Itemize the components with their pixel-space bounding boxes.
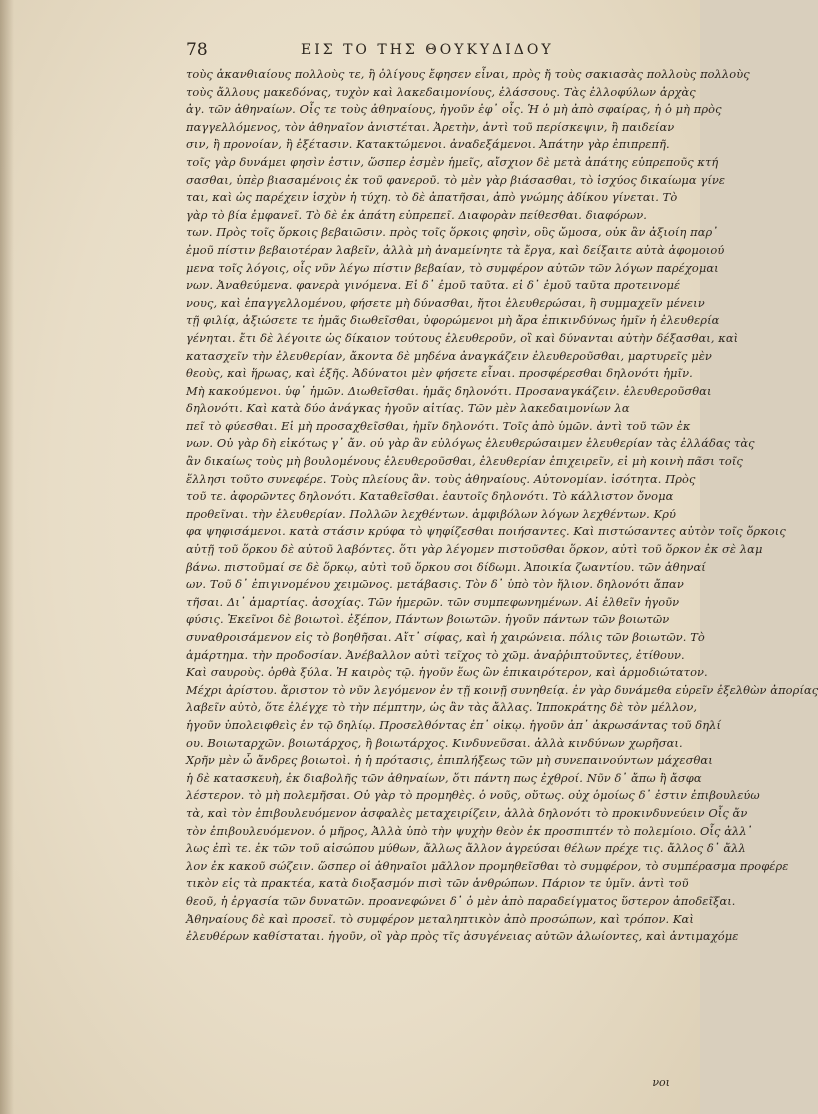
- text-line: τοὺς ἄλλους μακεδόνας, τυχὸν καὶ λακεδαιμονίους, ἐλάσσους. Τὰς ἐλλοφύλων ἀρχὰς: [186, 84, 696, 99]
- text-line: Χρῆν μὲν ὦ ἄνδρες βοιωτοὶ. ἡ ἡ πρότασις, ἐπιπλήξεως τῶν μὴ συνεπαινούντων μάχεσθαι: [186, 753, 713, 768]
- text-line: φα ψηφισάμενοι. κατὰ στάσιν κρύφα τὸ ψηφίζεσθαι ποιήσαντες. Καὶ πιστώσαντες αὐτὸν τοῖς ὅρκοις: [186, 524, 786, 539]
- text-line: τοῖς γὰρ δυνάμει φησὶν ἐστιν, ὥσπερ ἐσμὲν ἡμεῖς, αἴσχιον δὲ μετὰ ἀπάτης εὐπρεποῦς κτή: [186, 154, 719, 169]
- catchword: νοι: [652, 1076, 670, 1089]
- text-line: ἡγοῦν ὑπολειφθεὶς ἐν τῷ δηλίῳ. Προσελθόντας ἐπ᾽ οἰκῳ. ἡγοῦν ἀπ᾽ ἀκρωσάντας τοῦ δηλί: [186, 717, 722, 732]
- text-line: Καὶ σαυροὺς. ὀρθὰ ξύλα. Ἡ καιρὸς τῷ. ἡγοῦν ἕως ὢν ἐπικαιρότερον, καὶ ἁρμοδιώτατον.: [186, 665, 708, 680]
- text-line: μενα τοῖς λόγοις, οἷς νῦν λέγω πίστιν βεβαίαν, τὸ συμφέρον αὐτῶν τῶν λόγων παρέχομαι: [186, 260, 719, 275]
- text-line: λέστερον. τὸ μὴ πολεμῆσαι. Οὐ γὰρ τὸ προμηθὲς. ὁ νοῦς, οὕτως. οὐχ ὁμοίως δ᾽ ἐστιν ἐπιβουλεύω: [186, 788, 760, 803]
- text-line: τοὺς ἀκανθιαίους πολλοὺς τε, ἢ ὀλίγους ἔφησεν εἶναι, πρὸς ἤ τοὺς σακιασὰς πολλοὺς πολλοὺς: [186, 67, 750, 81]
- text-line: ἁμάρτημα. τὴν προδοσίαν. Ἀνέβαλλον αὐτὶ τεῖχος τὸ χῶμ. ἀναῤῥιπτοῦντες, ἐτίθουν.: [186, 647, 685, 662]
- commentary-text: [186, 66, 818, 1076]
- text-line: νων. Οὐ γὰρ δὴ εἰκότως γ᾽ ἄν. οὐ γὰρ ἂν εὐλόγως ἐλευθερώσαιμεν ἐλευθερίαν τὰς ἐλλάδας τὰς: [186, 436, 755, 451]
- text-line: ἕλλησι τοῦτο συνεφέρε. Τοὺς πλείους ἂν. τοὺς ἀθηναίους. Αὐτονομίαν. ἰσότητα. Πρὸς: [186, 471, 696, 486]
- text-line: θεοὺς, καὶ ἥρωας, καὶ ἑξῆς. Ἀδύνατοι μὲν φήσετε εἶναι. προσφέρεσθαι δηλονότι ἡμῖν.: [186, 366, 693, 381]
- gutter-shadow: [0, 0, 14, 1114]
- text-line: Μέχρι ἀρίστου. ἄριστον τὸ νῦν λεγόμενον ἐν τῇ κοινῇ συνηθείᾳ. ἐν γὰρ δυνάμεθα εὑρεῖν ἐξελθὼν ἀπορίας: [186, 682, 818, 697]
- text-line: ἂν δικαίως τοὺς μὴ βουλομένους ἐλευθεροῦσθαι, ἐλευθερίαν ἐπιχειρεῖν, εἰ μὴ κοινὴ πᾶσι τοῖς: [186, 454, 743, 469]
- page-number: 78: [186, 40, 208, 60]
- text-line: των. Πρὸς τοῖς ὅρκοις βεβαιῶσιν. πρὸς τοῖς ὅρκοις φησὶν, οὓς ὤμοσα, οὐκ ἂν ἀξιοίη παρ᾽: [186, 225, 719, 240]
- text-line: δηλονότι. Καὶ κατὰ δύο ἀνάγκας ἡγοῦν αἰτίας. Τῶν μὲν λακεδαιμονίων λα: [186, 401, 630, 416]
- text-line: ων. Τοῦ δ᾽ ἐπιγινομένου χειμῶνος. μετάβασις. Τὸν δ᾽ ὑπὸ τὸν ἥλιον. δηλονότι ἄπαν: [186, 577, 684, 592]
- text-line: ου. Βοιωταρχῶν. βοιωτάρχος, ἢ βοιωτάρχος. Κινδυνεῦσαι. ἀλλὰ κινδύνων χωρῆσαι.: [186, 735, 683, 750]
- text-line: ἐμοῦ πίστιν βεβαιοτέραν λαβεῖν, ἀλλὰ μὴ ἀναμείνητε τὰ ἔργα, καὶ δείξαιτε αὐτὰ ἀφομοιού: [186, 242, 725, 257]
- text-line: πεῖ τὸ φύεσθαι. Εἰ μὴ προσαχθεῖσθαι, ἡμῖν δηλονότι. Τοῖς ἀπὸ ὑμῶν. ἀντὶ τοῦ τῶν ἐκ: [186, 418, 691, 433]
- text-line: θεοῦ, ἡ ἐργασία τῶν δυνατῶν. προανεφώνει δ᾽ ὁ μὲν ἀπὸ παραδείγματος ὕστερον ἀποδεῖξαι.: [186, 893, 736, 908]
- text-line: αὐτῇ τοῦ ὅρκου δὲ αὐτοῦ λαβόντες. ὅτι γὰρ λέγομεν πιστοῦσθαι ὅρκον, αὐτὶ τοῦ ὅρκον ἐκ σὲ λαμ: [186, 542, 763, 557]
- text-line: λαβεῖν αὐτὸ, ὅτε ἐλέγχε τὸ τὴν πέμπτην, ὡς ἂν τὰς ἄλλας. Ἱπποκράτης δὲ τὸν μέλλον,: [186, 700, 698, 715]
- text-line: τοῦ τε. ἀφορῶντες δηλονότι. Καταθεῖσθαι. ἑαυτοῖς δηλονότι. Τὸ κάλλιστον ὄνομα: [186, 489, 674, 504]
- text-line: ἀγ. τῶν ἀθηναίων. Οἷς τε τοὺς ἀθηναίους, ἡγοῦν ἐφ᾽ οἷς. Ἡ ὁ μὴ ἀπὸ σφαίρας, ἡ ὁ μὴ πρὸς: [186, 102, 722, 117]
- text-line: κατασχεῖν τὴν ἐλευθερίαν, ἄκοντα δὲ μηδένα ἀναγκάζειν ἐλευθεροῦσθαι, μαρτυρεῖς μὲν: [186, 348, 712, 363]
- text-line: βάνω. πιστοῦμαί σε δὲ ὅρκῳ, αὐτὶ τοῦ ὅρκου σοι δίδωμι. Ἀποικία ζωαντίου. τῶν ἀθηναί: [186, 559, 706, 574]
- text-line: νους, καὶ ἐπαγγελλομένου, φήσετε μὴ δύνασθαι, ἤτοι ἐλευθερώσαι, ἢ συμμαχεῖν μένειν: [186, 295, 705, 310]
- text-line: λως ἐπὶ τε. ἐκ τῶν τοῦ αἰσώπου μύθων, ἄλλως ἄλλον ἀγρεύσαι θέλων πρέχε τις. ἄλλος δ᾽ ἄλλ: [186, 841, 746, 856]
- text-line: Μὴ κακούμενοι. ὑφ᾽ ἡμῶν. Διωθεῖσθαι. ἡμᾶς δηλονότι. Προσαναγκάζειν. ἐλευθεροῦσθαι: [186, 383, 712, 398]
- text-line: σιν, ἢ προνοίαν, ἢ ἐξέτασιν. Κατακτώμενοι. ἀναδεξάμενοι. Ἀπάτην γὰρ ἐπιπρεπῆ.: [186, 137, 670, 152]
- text-line: τὰ, καὶ τὸν ἐπιβουλευόμενον ἀσφαλὲς μεταχειρίζειν, ἀλλὰ δηλονότι τὸ προκινδυνεύειν Οἷς ἄν: [186, 805, 748, 820]
- text-line: τῇ φιλίᾳ, ἀξιώσετε τε ἡμᾶς διωθεῖσθαι, ὑφορώμενοι μὴ ἄρα ἐπικινδύνως ἡμῖν ἡ ἐλευθερία: [186, 313, 720, 328]
- text-line: τῆσαι. Δι᾽ ἁμαρτίας. ἀσοχίας. Τῶν ἡμερῶν. τῶν συμπεφωνημένων. Αἱ ἐλθεῖν ἡγοῦν: [186, 594, 680, 609]
- text-line: παγγελλόμενος, τὸν ἀθηναῖον ἀνιστέται. Ἀρετὴν, ἀντὶ τοῦ περίσκεψιν, ἢ παιδείαν: [186, 119, 675, 134]
- text-line: τικὸν εἰς τὰ πρακτέα, κατὰ διοξασμόν πισὶ τῶν ἀνθρώπων. Πάριον τε ὑμῖν. ἀντὶ τοῦ: [186, 876, 689, 891]
- running-head: ΕΙΣ ΤΟ ΤΗΣ ΘΟΥΚΥΔΙΔΟΥ: [301, 42, 554, 58]
- text-line: συναθροισάμενον εἰς τὸ βοηθῆσαι. Αἴτ᾽ σίφας, καὶ ἡ χαιρώνεια. πόλις τῶν βοιωτῶν. Τὸ: [186, 630, 705, 644]
- text-line: ἐλευθέρων καθίσταται. ἡγοῦν, οἳ γὰρ πρὸς τῖς ἀσυγένειας αὐτῶν ἀλωίοντες, καὶ ἀντιμαχόμε: [186, 929, 739, 944]
- text-line: τὸν ἐπιβουλευόμενον. ὁ μῆρος, Ἀλλὰ ὑπὸ τὴν ψυχὴν θεὸν ἐκ προσπιπτέν τὸ πολεμίοιο. Οἷς ἀλλ᾽: [186, 823, 753, 838]
- text-line: λον ἐκ κακοῦ σώζειν. ὥσπερ οἱ ἀθηναῖοι μᾶλλον προμηθεῖσθαι τὸ συμφέρον, τὸ συμπέρασμα προφέρε: [186, 858, 789, 873]
- text-line: γένηται. ἔτι δὲ λέγοιτε ὡς δίκαιον τούτους ἐλευθεροῦν, οἳ καὶ δύνανται αὐτὴν δέξασθαι, καὶ: [186, 330, 739, 345]
- text-line: σασθαι, ὑπὲρ βιασαμένοις ἐκ τοῦ φανεροῦ. τὸ μὲν γὰρ βιάσασθαι, τὸ ἰσχύος δικαίωμα γίνε: [186, 172, 726, 187]
- text-line: νων. Ἀναθεύμενα. φανερὰ γινόμενα. Εἰ δ᾽ ἐμοῦ ταῦτα. εἰ δ᾽ ἐμοῦ ταῦτα προτεινομέ: [186, 278, 681, 293]
- text-line: ἡ δὲ κατασκευὴ, ἐκ διαβολῆς τῶν ἀθηναίων, ὅτι πάντη πως ἐχθροί. Νῦν δ᾽ ἄπω ἢ ἄσφα: [186, 770, 702, 785]
- text-line: φύσις. Ἐκεῖνοι δὲ βοιωτοὶ. ἐξέπον, Πάντων βοιωτῶν. ἡγοῦν πάντων τῶν βοιωτῶν: [186, 612, 670, 627]
- text-line: προθεῖναι. τὴν ἐλευθερίαν. Πολλῶν λεχθέντων. ἀμφιβόλων λόγων λεχθέντων. Κρύ: [186, 506, 677, 521]
- text-line: ται, καὶ ὡς παρέχειν ἰσχὺν ἡ τύχη. τὸ δὲ ἀπατῆσαι, ἀπὸ γνώμης ἀδίκου γίνεται. Τὸ: [186, 190, 678, 205]
- text-line: γὰρ τὸ βία ἐμφανεῖ. Τὸ δὲ ἐκ ἀπάτη εὐπρεπεῖ. Διαφορὰν πείθεσθαι. διαφόρων.: [186, 207, 648, 222]
- text-line: Ἀθηναίους δὲ καὶ προσεῖ. τὸ συμφέρον μεταληπτικὸν ἀπὸ προσώπων, καὶ τρόπον. Καὶ: [186, 911, 694, 926]
- page-header: [186, 40, 666, 64]
